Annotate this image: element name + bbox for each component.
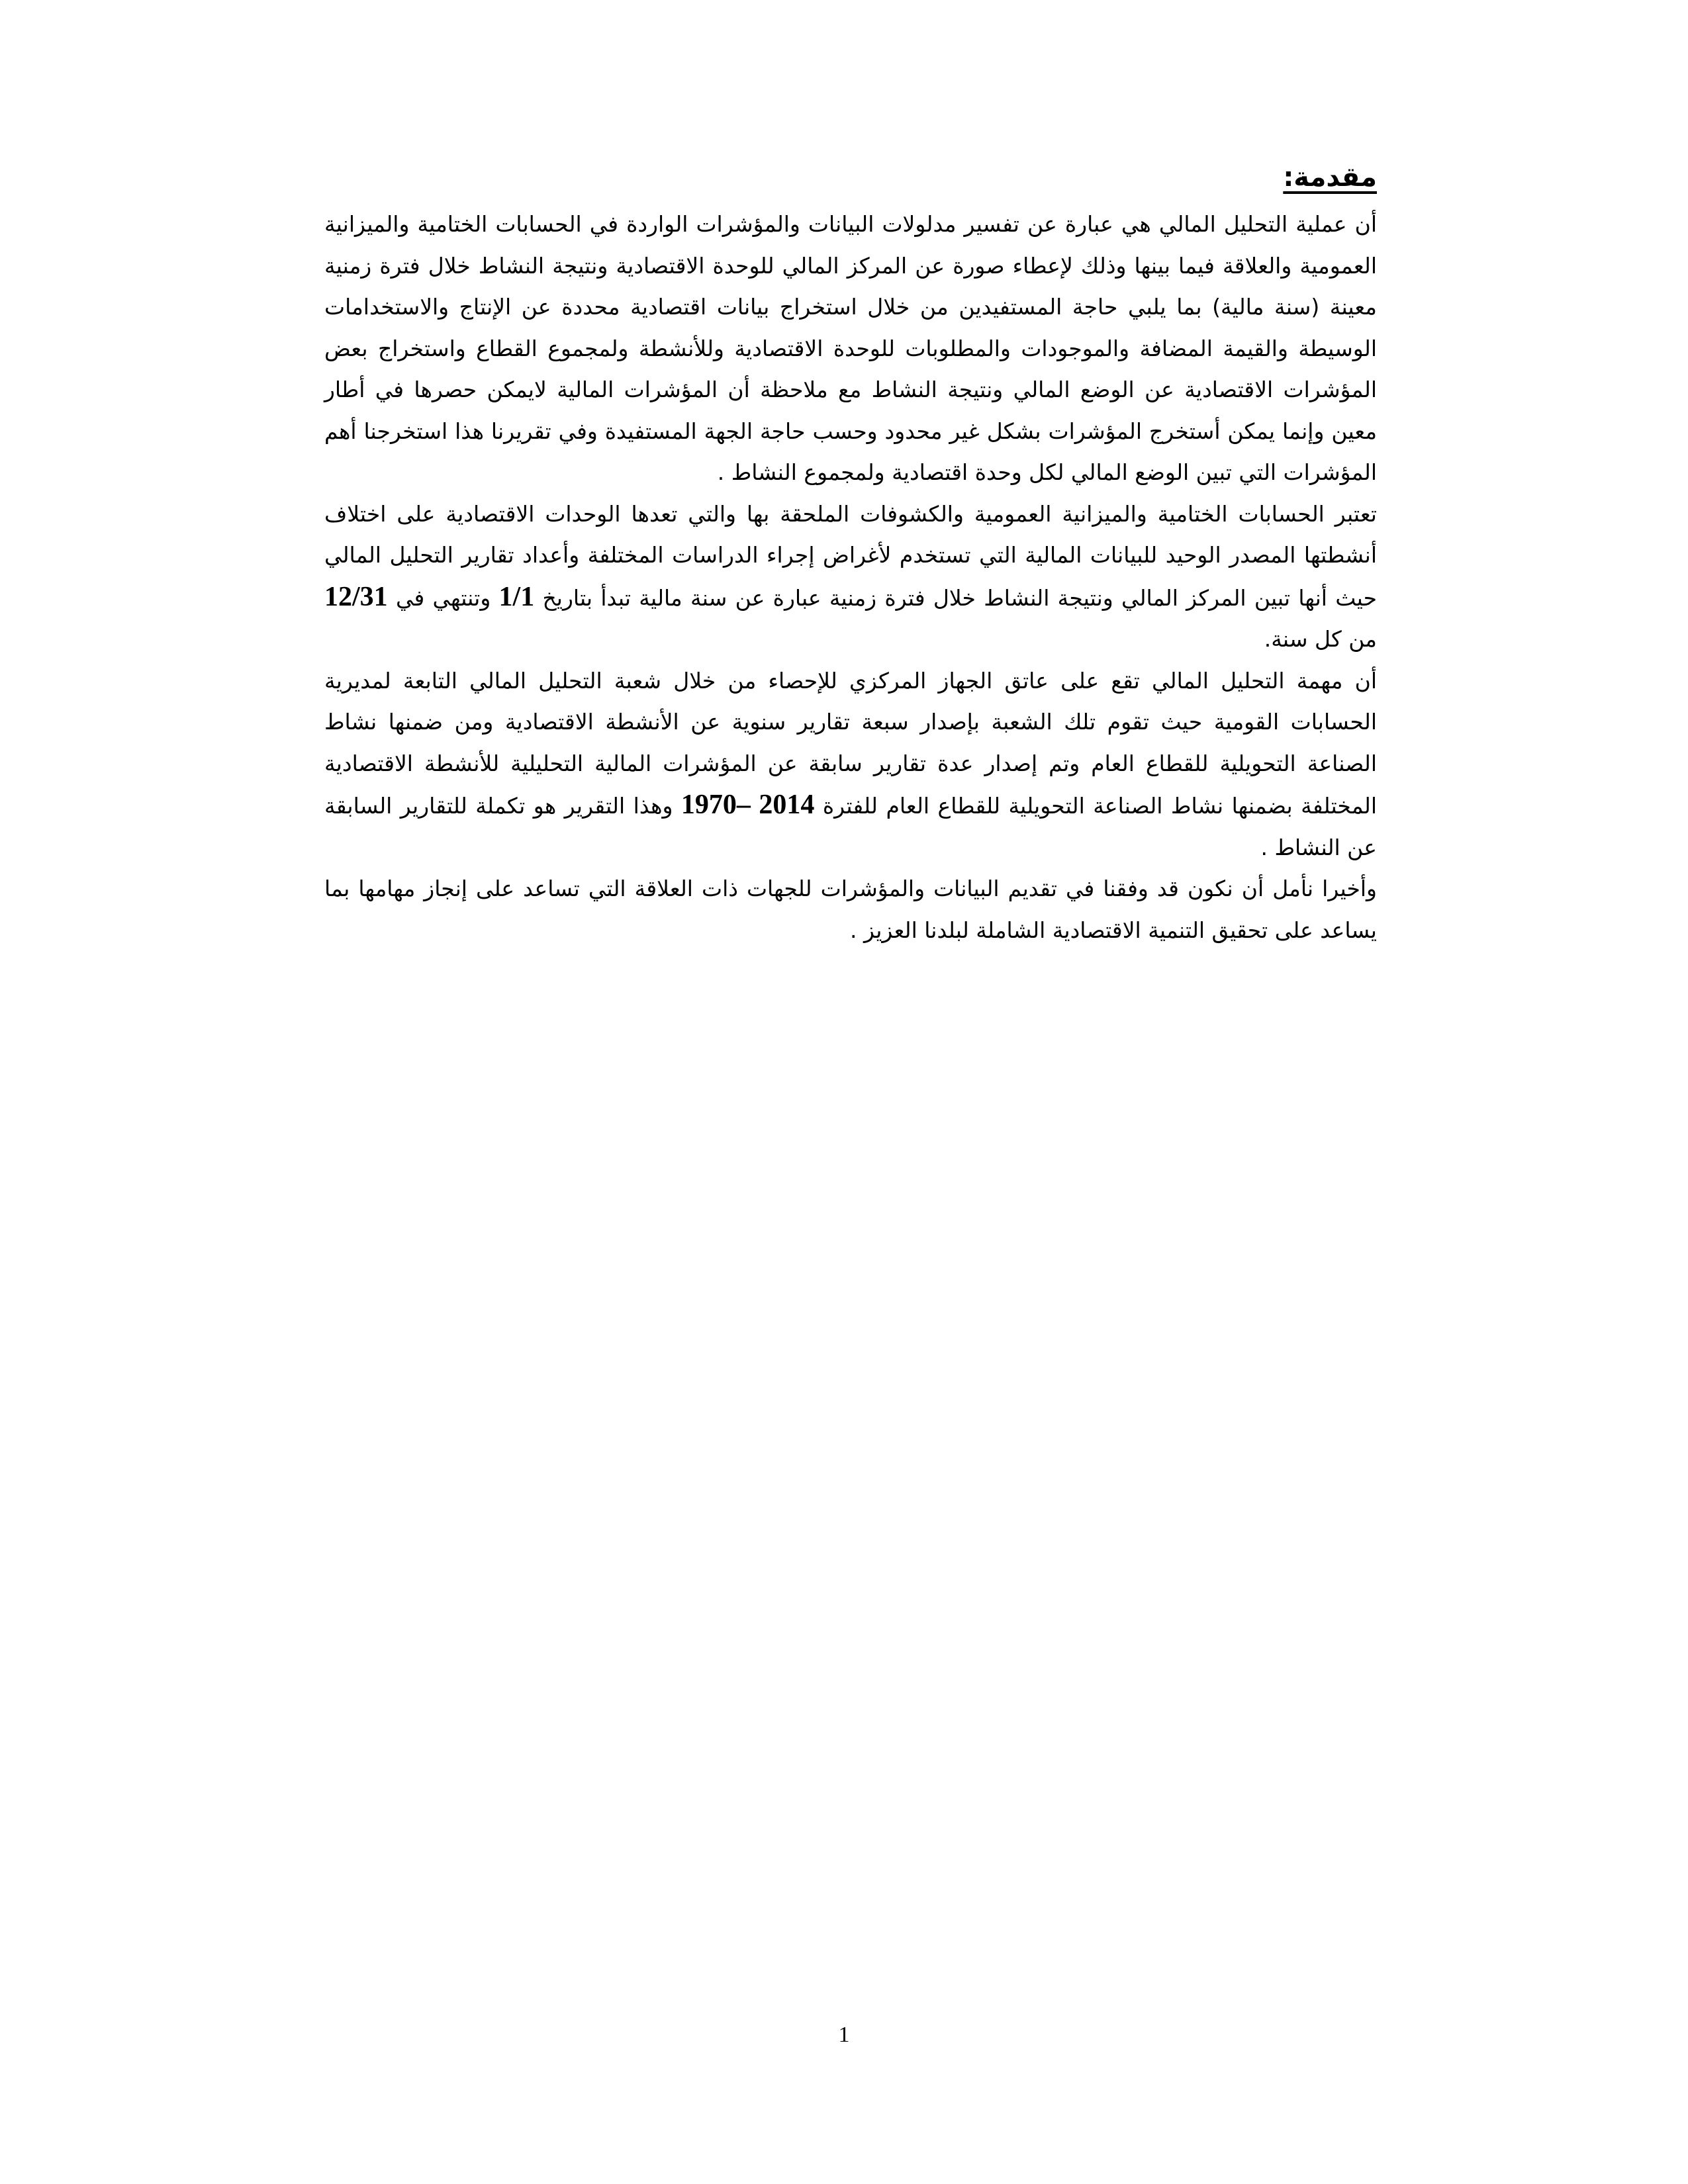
report-period: 1970– 2014 xyxy=(680,790,815,820)
fiscal-year-end-date: 12/31 xyxy=(324,581,388,612)
paragraph-data-sources xyxy=(324,494,1377,660)
paragraph-responsibility-end: وهذا التقرير هو تكملة للتقارير السابقة عن النشاط . xyxy=(324,793,1377,860)
paragraph-data-sources-mid: وتنتهي في xyxy=(395,584,491,611)
introduction-section xyxy=(324,158,1377,951)
paragraph-data-sources-text: تعتبر الحسابات الختامية والميزانية العمومية والكشوفات الملحقة بها والتي تعدها الوحدات الاقتصادية على اختلاف أنشطتها المصدر الوحيد للبيانات المالية التي تستخدم لأغراض إجراء الدراسات المختلفة وأعداد تقارير التحليل المالي حيث أنها تبين المركز المالي ونتيجة النشاط خلال فترة زمنية عبارة عن سنة مالية تبدأ بتاريخ xyxy=(324,500,1377,611)
fiscal-year-start-date: 1/1 xyxy=(498,581,535,612)
page-number: 1 xyxy=(838,2023,850,2047)
paragraph-responsibility-text: أن مهمة التحليل المالي تقع على عاتق الجهاز المركزي للإحصاء من خلال شعبة التحليل المالي التابعة لمديرية الحسابات القومية حيث تقوم تلك الشعبة بإصدار سبعة تقارير سنوية عن الأنشطة الاقتصادية ومن ضمنها نشاط الصناعة التحويلية للقطاع العام وتم إصدار عدة تقارير سابقة عن المؤشرات المالية التحليلية للأنشطة الاقتصادية المختلفة بضمنها نشاط الصناعة التحويلية للقطاع العام للفترة xyxy=(324,667,1378,819)
section-heading: مقدمة: xyxy=(1283,162,1377,193)
paragraph-closing: وأخيرا نأمل أن نكون قد وفقنا في تقديم البيانات والمؤشرات للجهات ذات العلاقة التي تساعد على إنجاز مهامها بما يساعد على تحقيق التنمية الاقتصادية الشاملة لبلدنا العزيز . xyxy=(324,876,1377,943)
paragraph-data-sources-end: من كل سنة. xyxy=(1264,626,1377,652)
paragraph-responsibility xyxy=(324,660,1377,869)
paragraph-financial-analysis-definition: أن عملية التحليل المالي هي عبارة عن تفسير مدلولات البيانات والمؤشرات الواردة في الحسابات الختامية والميزانية العمومية والعلاقة فيما بينها وذلك لإعطاء صورة عن المركز المالي للوحدة الاقتصادية ونتيجة النشاط خلال فترة زمنية معينة (سنة مالية) بما يلبي حاجة المستفيدين من خلال استخراج بيانات اقتصادية محددة عن الإنتاج والاستخدامات الوسيطة والقيمة المضافة والموجودات والمطلوبات للوحدة الاقتصادية وللأنشطة ولمجموع القطاع واستخراج بعض المؤشرات الاقتصادية عن الوضع المالي ونتيجة النشاط مع ملاحظة أن المؤشرات المالية لايمكن حصرها في أطار معين وإنما يمكن أستخرج المؤشرات بشكل غير محدود وحسب حاجة الجهة المستفيدة وفي تقريرنا هذا استخرجنا أهم المؤشرات التي تبين الوضع المالي لكل وحدة اقتصادية ولمجموع النشاط . xyxy=(324,211,1377,485)
